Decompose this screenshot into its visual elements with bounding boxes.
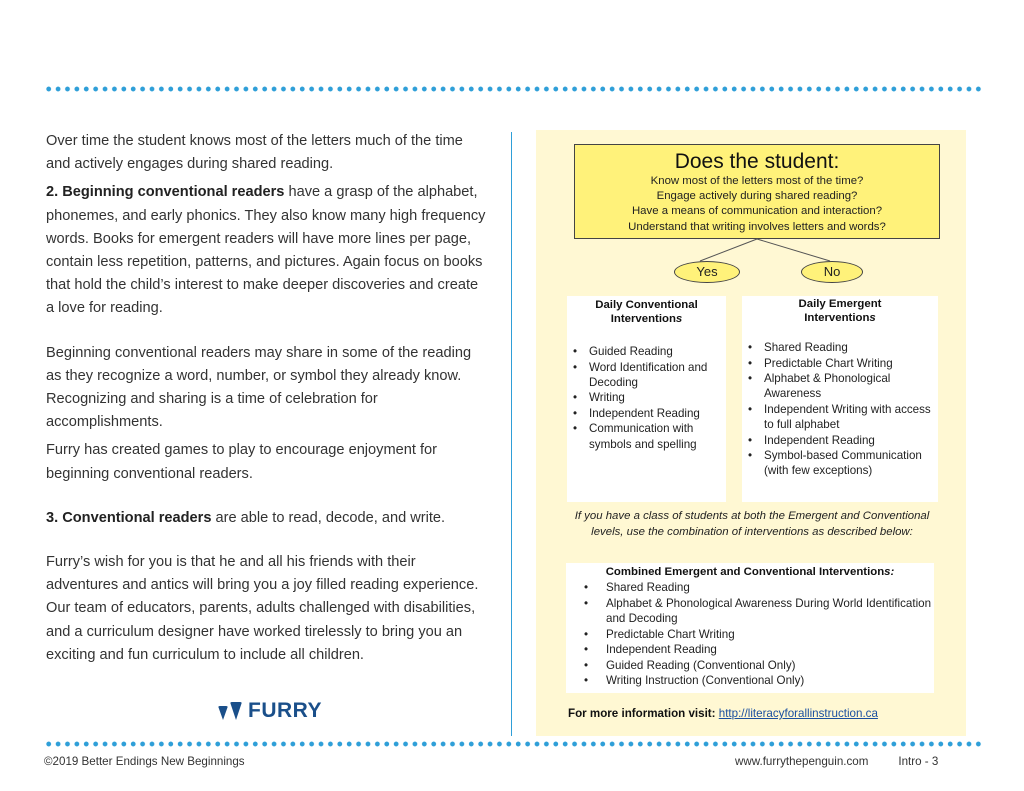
question-line: Understand that writing involves letters and words? <box>628 220 886 233</box>
bottom-dotted-divider <box>44 741 984 747</box>
connector-yes <box>700 239 757 261</box>
conventional-title: Daily Conventional Interventions <box>595 299 698 325</box>
paragraph-intro: Over time the student knows most of the letters much of the time and actively engages during shared reading. <box>46 133 463 173</box>
heading-conventional: 3. Conventional readers <box>46 509 212 526</box>
question-line: Know most of the letters most of the time? <box>650 175 864 187</box>
list-item: • Predictable Chart Writing <box>566 627 934 643</box>
list-item: • Independent Reading <box>567 406 726 421</box>
list-item: • Writing Instruction (Conventional Only) <box>566 673 934 689</box>
list-item: • Alphabet & Phonological Awareness <box>742 371 938 402</box>
heading-beginning-conventional: 2. Beginning conventional readers <box>46 184 285 201</box>
paragraph-wish: Furry’s wish for you is that he and all his friends with their adventures and antics will bring you a joy filled reading experience. Our team of educators, parents, adults challenged with disabilities, and a curriculum designer have worked tirelessly to bring you an exciting and fun curriculum to include all children. <box>46 554 479 663</box>
list-item: • Guided Reading (Conventional Only) <box>566 658 934 674</box>
combined-interventions <box>566 563 934 693</box>
list-item: • Shared Reading <box>566 580 934 596</box>
more-info-link[interactable]: http://literacyforallinstruction.ca <box>718 707 878 720</box>
more-info <box>568 707 878 721</box>
emergent-interventions <box>742 296 938 502</box>
paragraph-games: Furry has created games to play to encourage enjoyment for beginning conventional readers. <box>46 442 437 482</box>
emergent-title: Daily Emergent Interventions <box>798 298 882 324</box>
paragraph-conventional: 3. Conventional readers are able to read, decode, and write. <box>46 509 446 526</box>
footer-page-number: Intro - 3 <box>898 755 939 768</box>
no-oval: No <box>801 261 863 283</box>
question-title: Does the student: <box>674 150 840 173</box>
paragraph-sharing: Beginning conventional readers may share in some of the reading as they recognize a word, number, or symbol they already know. Recognizing and sharing is a time of celebration for accomplishments. <box>46 344 472 431</box>
list-item: • Shared Reading <box>742 340 938 355</box>
footer-copyright: ©2019 Better Endings New Beginnings <box>44 755 245 768</box>
list-item: • Predictable Chart Writing <box>742 356 938 371</box>
paragraph-beginning-conventional: 2. Beginning conventional readers have a grasp of the alphabet, phonemes, and early phonics. They also know many high frequency words. Books for emergent readers will have more lines per page, contain less repetition, patterns, and pictures. Again focus on books that hold the child’s interest to make deeper discoveries and create a love for reading. <box>46 184 486 317</box>
connector-no <box>757 239 830 261</box>
footer-website: www.furrythepenguin.com <box>735 755 869 768</box>
logo-text: FURRY <box>248 699 323 722</box>
list-item: • Independent Reading <box>742 433 938 448</box>
list-item: • Alphabet & Phonological Awareness During World Identification and Decoding <box>566 596 934 627</box>
yes-oval: Yes <box>674 261 740 283</box>
list-item: • Guided Reading <box>567 344 726 359</box>
combined-title: Combined Emergent and Conventional Interventions: <box>605 566 895 578</box>
conventional-interventions <box>567 296 726 502</box>
more-info-label: For more information visit: <box>568 707 716 720</box>
list-item: • Writing <box>567 390 726 405</box>
footer-right <box>735 755 938 768</box>
list-item: • Communication with symbols and spelling <box>567 421 726 452</box>
list-item: • Independent Reading <box>566 642 934 658</box>
combination-note: If you have a class of students at both the Emergent and Conventional levels, use the combination of interventions as described below: <box>574 510 930 538</box>
list-item: • Independent Writing with access to full alphabet <box>742 402 938 433</box>
list-item: • Symbol-based Communication (with few exceptions) <box>742 448 938 479</box>
list-item: • Word Identification and Decoding <box>567 360 726 391</box>
question-line: Have a means of communication and interaction? <box>631 205 883 218</box>
question-line: Engage actively during shared reading? <box>656 190 858 203</box>
